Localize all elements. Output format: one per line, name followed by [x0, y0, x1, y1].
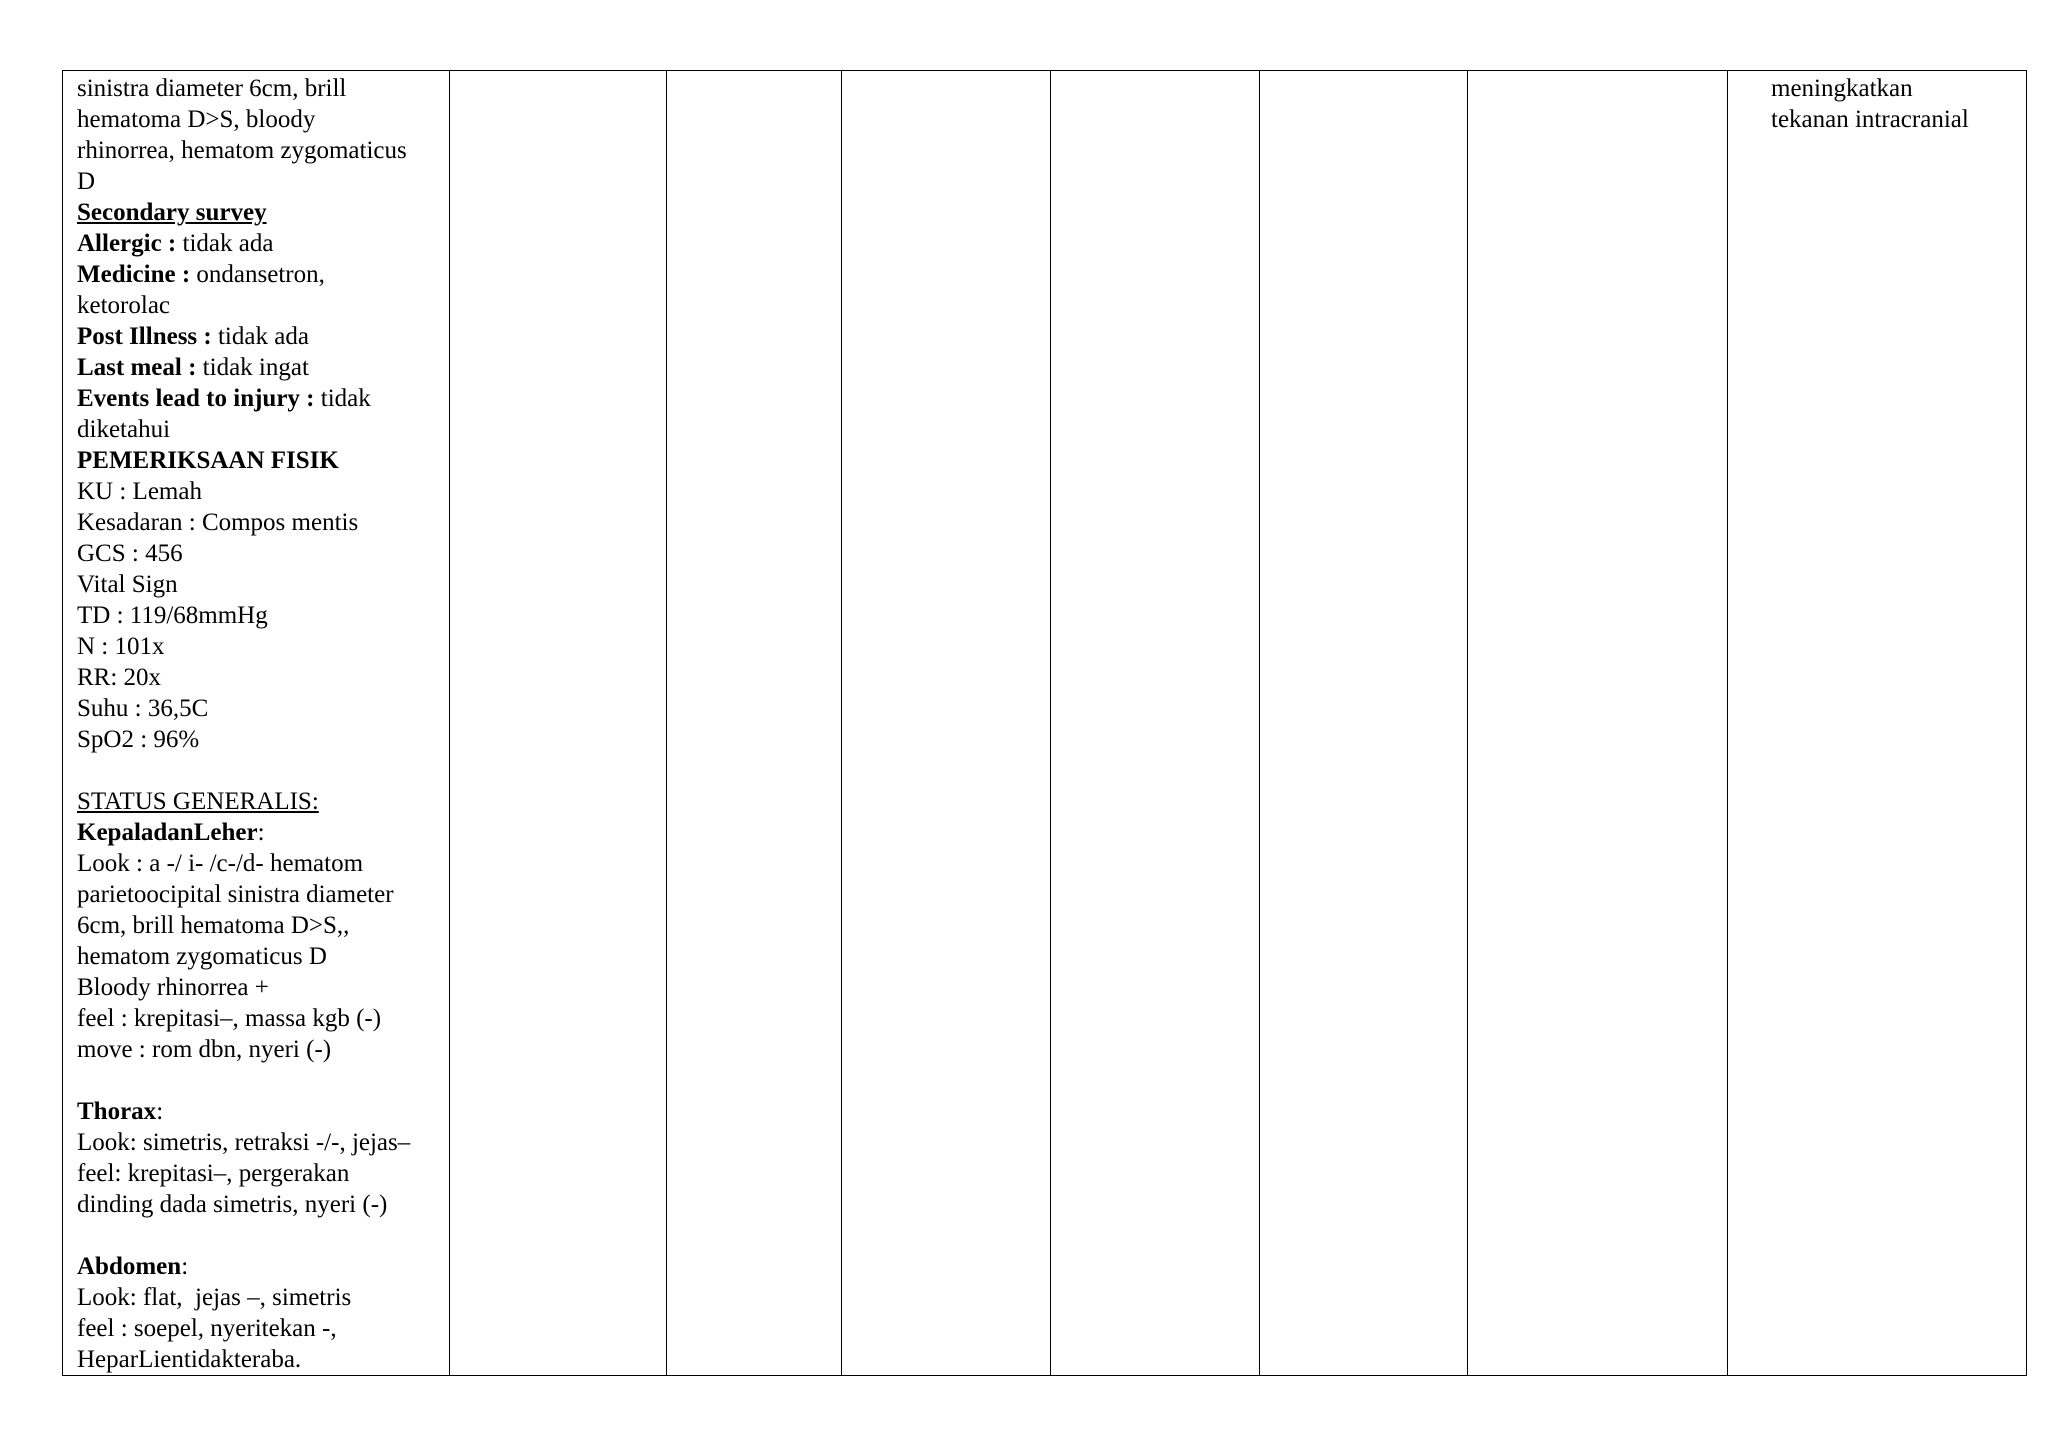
section-heading-status-generalis: STATUS GENERALIS:: [77, 788, 319, 815]
text-line: feel : krepitasi–, massa kgb (-): [77, 1005, 382, 1032]
text-line: GCS : 456: [77, 540, 183, 567]
last-meal-line: [77, 352, 439, 383]
text-line: Suhu : 36,5C: [77, 695, 209, 722]
text-line: SpO2 : 96%: [77, 726, 200, 753]
empty-cell: [1051, 71, 1260, 1376]
text-line: Look: simetris, retraksi -/-, jejas–: [77, 1129, 411, 1156]
medicine-line: [77, 259, 439, 290]
text-line: dinding dada simetris, nyeri (-): [77, 1191, 388, 1218]
field-value: tidak ada: [211, 323, 309, 350]
text-line: Kesadaran : Compos mentis: [77, 509, 359, 536]
field-label: Last meal :: [77, 354, 197, 381]
blank-line: [77, 1220, 439, 1251]
field-label: KepaladanLeher: [77, 819, 258, 846]
text-line: HeparLientidakteraba.: [77, 1346, 302, 1373]
text-line: Look : a -/ i- /c-/d- hematom: [77, 850, 364, 877]
assessment-cell: [63, 71, 450, 1376]
rationale-cell: [1728, 71, 2027, 1376]
blank-line: [77, 755, 439, 786]
text-line: ketorolac: [77, 292, 171, 319]
field-label: Medicine :: [77, 261, 191, 288]
empty-cell: [1260, 71, 1468, 1376]
text-line: KU : Lemah: [77, 478, 202, 505]
text-line: move : rom dbn, nyeri (-): [77, 1036, 332, 1063]
section-heading-pemeriksaan-fisik: PEMERIKSAAN FISIK: [77, 447, 339, 474]
text-line: feel: krepitasi–, pergerakan: [77, 1160, 350, 1187]
text-line: hematom zygomaticus D: [77, 943, 327, 970]
post-illness-line: [77, 321, 439, 352]
text-line: rhinorrea, hematom zygomaticus: [77, 137, 407, 164]
field-value: tidak ingat: [196, 354, 309, 381]
text-line: feel : soepel, nyeritekan -,: [77, 1315, 337, 1342]
events-line: [77, 383, 439, 414]
field-label: Events lead to injury :: [77, 385, 315, 412]
text-line: parietoocipital sinistra diameter: [77, 881, 394, 908]
empty-cell: [1468, 71, 1728, 1376]
text-line: D: [77, 168, 96, 195]
text-line: RR: 20x: [77, 664, 162, 691]
table-row: [63, 71, 2027, 1376]
text-line: TD : 119/68mmHg: [77, 602, 268, 629]
field-value: tidak: [314, 385, 371, 412]
allergic-line: [77, 228, 439, 259]
text-line: meningkatkan: [1771, 75, 1913, 102]
thorax-heading: [77, 1096, 439, 1127]
text-line: Bloody rhinorrea +: [77, 974, 269, 1001]
field-colon: :: [156, 1098, 164, 1125]
text-line: sinistra diameter 6cm, brill: [77, 75, 347, 102]
section-heading-secondary-survey: Secondary survey: [77, 199, 267, 226]
text-line: hematoma D>S, bloody: [77, 106, 316, 133]
field-colon: :: [257, 819, 265, 846]
field-label: Thorax: [77, 1098, 157, 1125]
empty-cell: [450, 71, 667, 1376]
text-line: 6cm, brill hematoma D>S,,: [77, 912, 350, 939]
field-label: Abdomen: [77, 1253, 182, 1280]
text-line: Vital Sign: [77, 571, 178, 598]
field-label: Allergic :: [77, 230, 177, 257]
field-value: ondansetron,: [190, 261, 325, 288]
assessment-table: [62, 70, 2027, 1376]
empty-cell: [842, 71, 1051, 1376]
field-label: Post Illness :: [77, 323, 212, 350]
text-line: N : 101x: [77, 633, 165, 660]
empty-cell: [667, 71, 842, 1376]
abdomen-heading: [77, 1251, 439, 1282]
blank-line: [77, 1065, 439, 1096]
kepala-heading: [77, 817, 439, 848]
field-colon: :: [181, 1253, 189, 1280]
field-value: tidak ada: [176, 230, 274, 257]
text-line: Look: flat, jejas –, simetris: [77, 1284, 352, 1311]
text-line: tekanan intracranial: [1771, 106, 1969, 133]
text-line: diketahui: [77, 416, 171, 443]
